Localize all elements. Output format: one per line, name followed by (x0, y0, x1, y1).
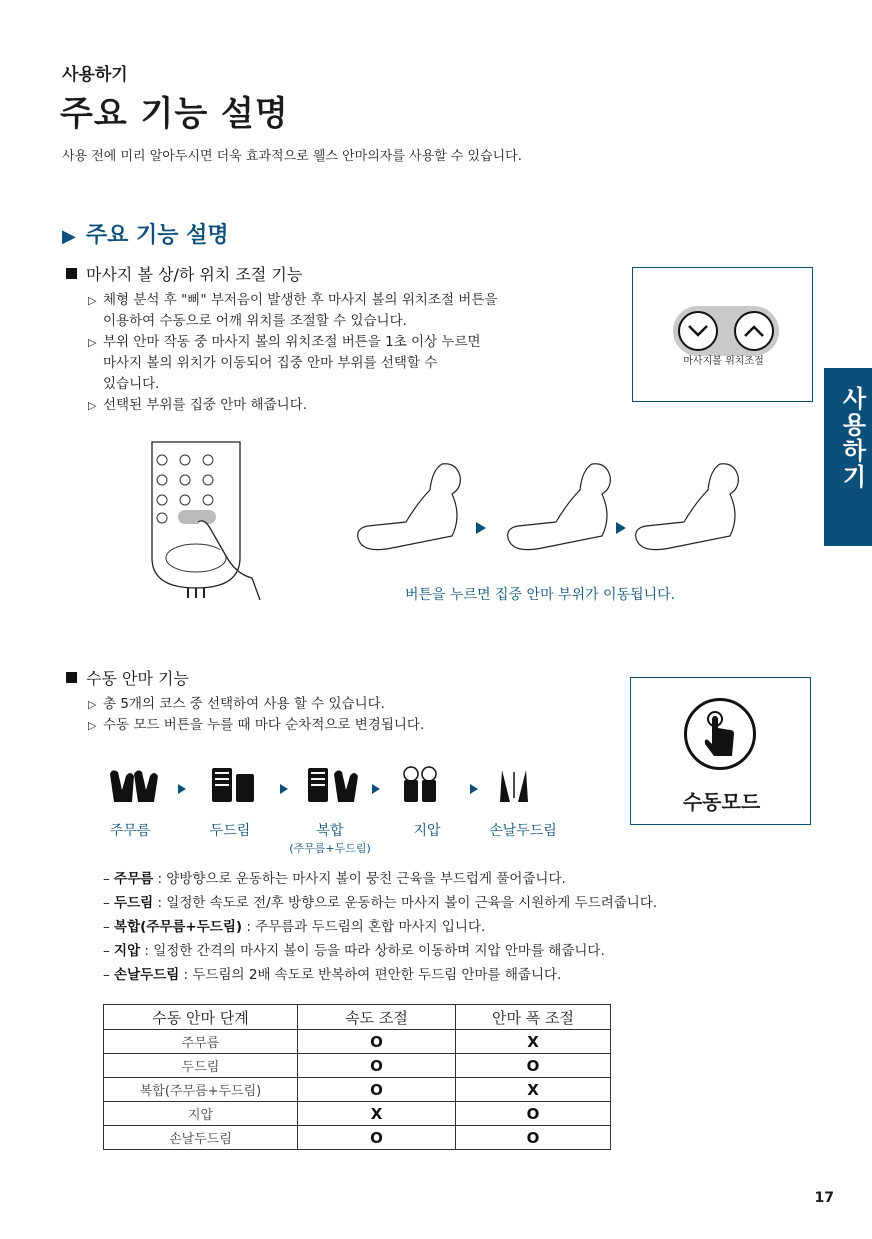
course-label: 두드림 (209, 823, 251, 839)
sub-heading (62, 218, 229, 249)
feature2-title-text: 수동 안마 기능 (86, 669, 189, 688)
table-cell: O (456, 1054, 611, 1078)
course-icons-row (104, 762, 564, 808)
table-row (104, 1054, 611, 1078)
manual-mode-table (103, 1004, 611, 1150)
side-tab-label: 사용하기 (838, 386, 866, 490)
bullet-item: ▷ 체형 분석 후 "삐" 부저음이 발생한 후 마사지 볼의 위치조절 버튼을 (88, 290, 608, 311)
table-cell: O (298, 1078, 456, 1102)
course-label: 복합 (316, 823, 344, 839)
feature1-bullets (88, 290, 608, 416)
finger-touch-icon (702, 710, 738, 758)
down-button[interactable] (678, 311, 718, 351)
body-posture-illustrations (352, 458, 772, 570)
course-descriptions (103, 867, 803, 987)
course-label: 손날두드림 (489, 823, 557, 839)
position-button-box (632, 267, 813, 402)
table-cell: O (298, 1126, 456, 1150)
table-row (104, 1126, 611, 1150)
table-cell: O (456, 1102, 611, 1126)
intro-text: 사용 전에 미리 알아두시면 더욱 효과적으로 웰스 안마의자를 사용할 수 있습니다. (62, 149, 522, 164)
side-tab (824, 368, 872, 546)
table-cell: 지압 (104, 1102, 298, 1126)
table-row (104, 1078, 611, 1102)
description-item: – 손날두드림 : 두드림의 2배 속도로 반복하여 편안한 두드림 안마를 해줍니다. (103, 967, 562, 983)
feature2-title (66, 666, 189, 689)
course-sub-label: (주무름+두드림) (289, 842, 371, 855)
square-bullet-icon (66, 672, 77, 683)
bullet-item: ▷ 수동 모드 버튼을 누를 때 마다 순차적으로 변경됩니다. (88, 715, 608, 736)
section-label: 사용하기 (62, 65, 128, 85)
manual-mode-label: 수동모드 (682, 790, 761, 814)
bullet-item-cont: 있습니다. (103, 376, 160, 392)
remote-control-illustration (140, 438, 270, 600)
description-item: – 두드림 : 일정한 속도로 전/후 방향으로 운동하는 마사지 볼이 근육을 시원하게 두드려줍니다. (103, 895, 658, 911)
page-number: 17 (814, 1190, 834, 1206)
table-cell: O (298, 1030, 456, 1054)
bullet-item: ▷ 부위 안마 작동 중 마사지 볼의 위치조절 버튼을 1초 이상 누르면 (88, 332, 608, 353)
bullet-item: ▷ 총 5개의 코스 중 선택하여 사용 할 수 있습니다. (88, 694, 608, 715)
bullet-item: ▷ 선택된 부위를 집중 안마 해줍니다. (88, 395, 608, 416)
manual-mode-box (630, 677, 811, 825)
table-header-row (104, 1005, 611, 1030)
table-row (104, 1030, 611, 1054)
table-header: 안마 폭 조절 (456, 1005, 611, 1030)
manual-mode-button[interactable] (684, 698, 756, 770)
chevron-down-icon (687, 324, 709, 338)
table-cell: X (456, 1078, 611, 1102)
page-title: 주요 기능 설명 (60, 94, 289, 134)
description-item: – 지압 : 일정한 간격의 마사지 볼이 등을 따라 상하로 이동하며 지압 안마를 해줍니다. (103, 943, 605, 959)
sub-heading-text: 주요 기능 설명 (85, 223, 229, 248)
table-cell: X (298, 1102, 456, 1126)
table-header: 수동 안마 단계 (104, 1005, 298, 1030)
feature1-title (66, 262, 302, 285)
course-label: 주무름 (109, 823, 151, 839)
bullet-item-cont: 마사지 볼의 위치가 이동되어 집중 안마 부위를 선택할 수 (103, 355, 438, 371)
chevron-up-icon (743, 324, 765, 338)
bullet-item-cont: 이용하여 수동으로 어깨 위치를 조절할 수 있습니다. (103, 313, 407, 329)
table-cell: 두드림 (104, 1054, 298, 1078)
table-cell: O (298, 1054, 456, 1078)
table-cell: 복합(주무름+두드림) (104, 1078, 298, 1102)
table-cell: O (456, 1126, 611, 1150)
table-cell: 주무름 (104, 1030, 298, 1054)
up-button[interactable] (734, 311, 774, 351)
table-header: 속도 조절 (298, 1005, 456, 1030)
table-row (104, 1102, 611, 1126)
feature1-caption: 버튼을 누르면 집중 안마 부위가 이동됩니다. (405, 587, 676, 603)
square-bullet-icon (66, 268, 77, 279)
triangle-right-icon: ▶ (62, 226, 76, 247)
course-label: 지압 (413, 823, 441, 839)
feature2-bullets (88, 694, 608, 736)
feature1-title-text: 마사지 볼 상/하 위치 조절 기능 (86, 265, 303, 284)
description-item: – 복합(주무름+두드림) : 주무름과 두드림의 혼합 마사지 입니다. (103, 919, 486, 935)
button-label: 마사지볼 위치조절 (683, 356, 764, 367)
description-item: – 주무름 : 양방향으로 운동하는 마사지 볼이 뭉친 근육을 부드럽게 풀어줍니다. (103, 871, 566, 887)
table-cell: 손날두드림 (104, 1126, 298, 1150)
table-cell: X (456, 1030, 611, 1054)
